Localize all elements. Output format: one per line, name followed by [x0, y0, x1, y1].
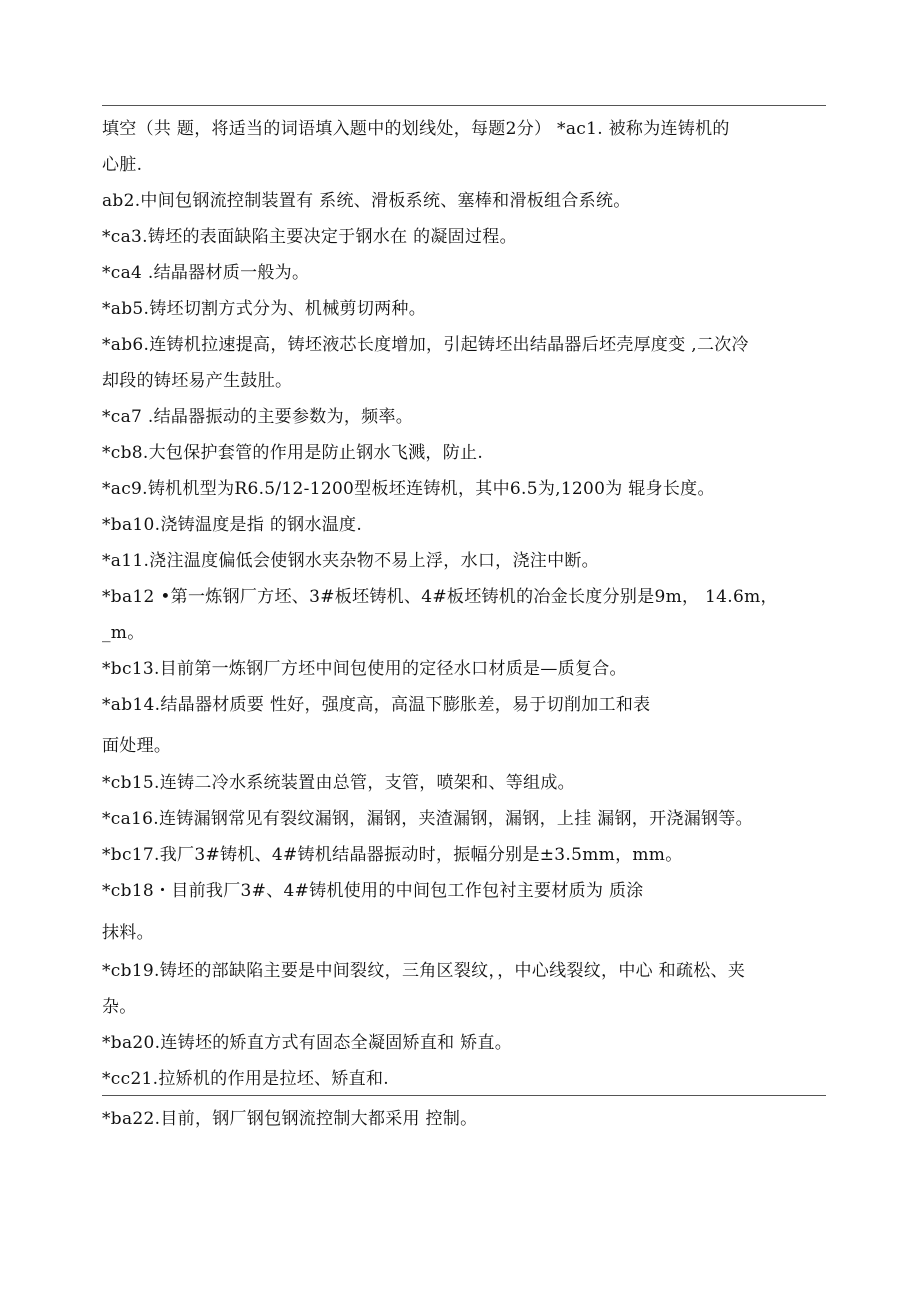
question-2: ab2.中间包钢流控制装置有 系统、滑板系统、塞棒和滑板组合系统。	[102, 191, 631, 211]
question-13: *bc13.目前第一炼钢厂方坯中间包使用的定径水口材质是—质复合。	[102, 659, 627, 679]
question-19-continued: 杂。	[102, 997, 137, 1017]
question-4: *ca4 .结晶器材质一般为。	[102, 263, 310, 283]
question-12-continued: _m。	[102, 623, 145, 643]
question-5: *ab5.铸坯切割方式分为、机械剪切两种。	[102, 299, 427, 319]
question-10: *ba10.浇铸温度是指 的钢水温度.	[102, 515, 363, 535]
question-intro-line: 填空（共 题，将适当的词语填入题中的划线处，每题2分） *ac1. 被称为连铸机的	[102, 119, 730, 139]
top-divider	[102, 105, 826, 106]
question-6: *ab6.连铸机拉速提高，铸坯液芯长度增加，引起铸坯出结晶器后坯壳厚度变 ,二次冷	[102, 335, 749, 355]
question-17: *bc17.我厂3#铸机、4#铸机结晶器振动时，振幅分别是±3.5mm，mm。	[102, 845, 683, 865]
question-1-continued: 心脏.	[102, 155, 143, 175]
question-21: *cc21.拉矫机的作用是拉坯、矫直和.	[102, 1069, 389, 1089]
question-8: *cb8.大包保护套管的作用是防止钢水飞溅，防止.	[102, 443, 484, 463]
question-9: *ac9.铸机机型为R6.5/12-1200型板坯连铸机，其中6.5为,1200为 辊身长度。	[102, 479, 715, 499]
question-18: *cb18・目前我厂3#、4#铸机使用的中间包工作包衬主要材质为 质涂	[102, 881, 644, 901]
question-14-continued: 面处理。	[102, 736, 172, 756]
question-14: *ab14.结晶器材质要 性好，强度高，高温下膨胀差，易于切削加工和表	[102, 695, 651, 715]
question-22: *ba22.目前，钢厂钢包钢流控制大都采用 控制。	[102, 1109, 478, 1129]
question-11: *a11.浇注温度偏低会使钢水夹杂物不易上浮，水口，浇注中断。	[102, 551, 599, 571]
question-19: *cb19.铸坯的部缺陷主要是中间裂纹，三角区裂纹，，中心线裂纹，中心 和疏松、夹	[102, 961, 746, 981]
middle-divider	[102, 1095, 826, 1096]
question-6-continued: 却段的铸坯易产生鼓肚。	[102, 371, 293, 391]
question-3: *ca3.铸坯的表面缺陷主要决定于钢水在 的凝固过程。	[102, 227, 517, 247]
question-16: *ca16.连铸漏钢常见有裂纹漏钢，漏钢，夹渣漏钢，漏钢，上挂 漏钢，开浇漏钢等。	[102, 809, 753, 829]
question-7: *ca7 .结晶器振动的主要参数为，频率。	[102, 407, 414, 427]
question-18-continued: 抹料。	[102, 923, 154, 943]
question-15: *cb15.连铸二冷水系统装置由总管，支管，喷架和、等组成。	[102, 773, 575, 793]
question-12: *ba12 •第一炼钢厂方坯、3#板坯铸机、4#板坯铸机的冶金长度分别是9m， 14.6m，	[102, 587, 778, 607]
question-20: *ba20.连铸坯的矫直方式有固态全凝固矫直和 矫直。	[102, 1033, 513, 1053]
